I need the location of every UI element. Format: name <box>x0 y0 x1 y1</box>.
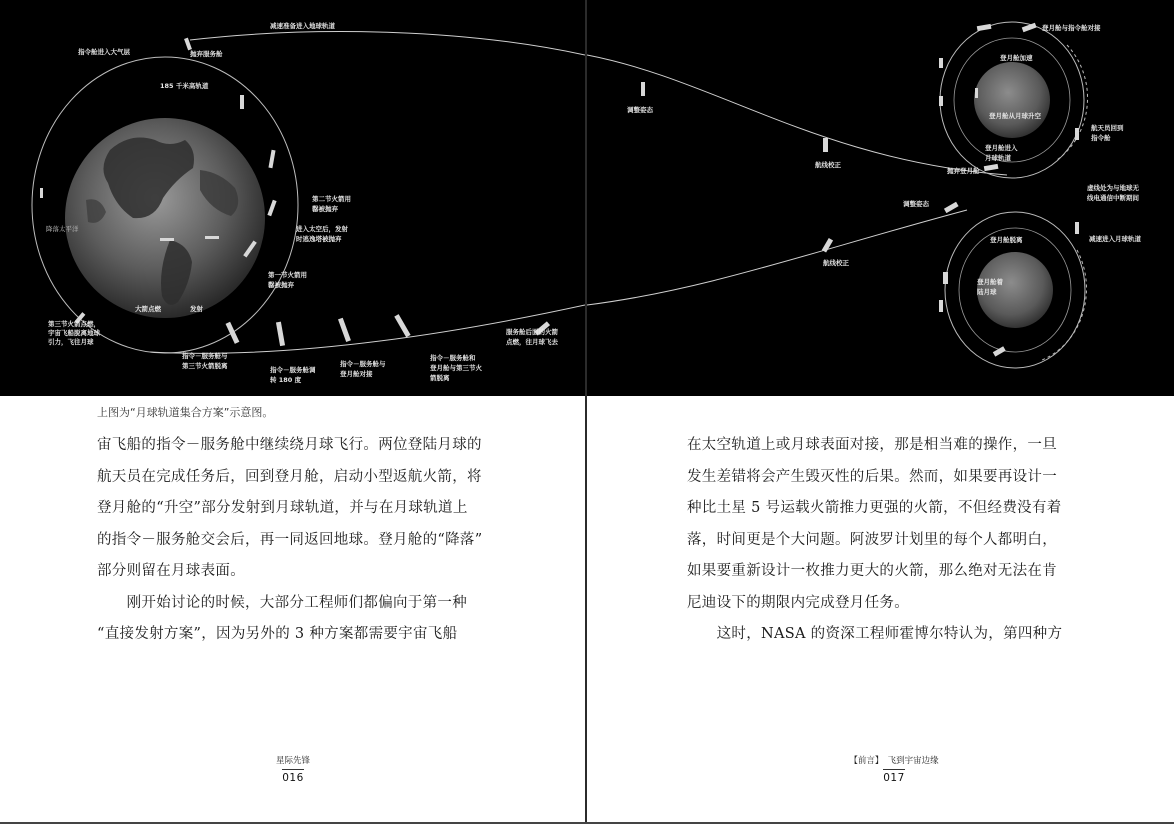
lunar-orbit-diagram-left <box>0 0 585 396</box>
right-line-5: 如果要重新设计一枚推力更大的火箭，那么绝对无法在肯 <box>687 563 1057 579</box>
label-splash-pacific: 降落太平洋 <box>46 225 79 233</box>
label-stage2-jettison <box>312 194 353 213</box>
label-launch: 发射 <box>190 305 203 313</box>
earth-globe <box>65 118 265 318</box>
left-page-number: 016 <box>282 772 304 784</box>
left-page <box>0 0 586 824</box>
label-csm-turn: 指令－服务舱调 转 180 度 <box>270 366 316 384</box>
lunar-orbit-diagram-right <box>587 0 1174 396</box>
label-csm-separate: 指令－服务舱与 第三节火箭脱离 <box>182 352 228 370</box>
label-midcourse-top: 航线校正 <box>815 161 841 169</box>
folio-rule <box>282 769 304 770</box>
right-line-3: 种比土星 5 号运载火箭推力更强的火箭，不但经费没有着 <box>687 500 1062 516</box>
label-lm-enter: 登月舱进入 月球轨道 <box>985 144 1018 162</box>
label-jettison-sm: 抛弃服务舱 <box>190 50 223 58</box>
translunar-trajectory-right <box>587 210 967 305</box>
left-line-4: 的指令－服务舱交会后，再一同返回地球。登月舱的“降落” <box>97 531 483 548</box>
left-line-5: 部分则留在月球表面。 <box>97 563 245 579</box>
label-orbit-185: 185 千米高轨道 <box>160 82 209 90</box>
label-csm-dock: 指令－服务舱与 登月舱对接 <box>340 360 386 378</box>
left-folio <box>233 754 353 784</box>
label-lm-ascent: 登月舱从月球升空 <box>989 112 1041 120</box>
label-slowdown-return: 减速准备进入地球轨道 <box>270 22 335 30</box>
moon-orbit-illustration <box>587 0 1174 396</box>
label-attitude-adjust-bottom: 调整姿态 <box>903 200 929 208</box>
left-body-text <box>97 430 482 651</box>
label-far-side: 虚线处为与地球无 线电通信中断期间 <box>1087 184 1139 202</box>
label-astronauts-return: 航天员回到 指令舱 <box>1091 124 1124 142</box>
label-attitude-adjust-top: 调整姿态 <box>627 106 653 114</box>
left-line-2: 航天员在完成任务后，回到登月舱，启动小型返航火箭，将 <box>97 468 482 485</box>
label-jettison-lm: 抛弃登月舱 <box>947 167 980 175</box>
label-slowdown-moon-orbit: 减速进入月球轨道 <box>1089 235 1141 243</box>
right-page-number: 017 <box>883 772 905 784</box>
label-lm-accel: 登月舱加速 <box>1000 54 1033 62</box>
upper-moon <box>974 62 1050 138</box>
label-ignition: 大箭点燃 <box>135 305 161 313</box>
label-midcourse-bottom: 航线校正 <box>823 259 849 267</box>
right-body-text <box>687 430 1062 651</box>
label-sm-fire: 服务舱后面的火箭 点燃，往月球飞去 <box>506 328 558 346</box>
label-lm-landing: 登月舱着 陆月球 <box>977 278 1003 296</box>
label-cm-reentry: 指令舱进入大气层 <box>78 48 130 56</box>
figure-caption: 上图为“月球轨道集合方案”示意图。 <box>97 406 274 419</box>
right-line-6: 尼迪设下的期限内完成登月任务。 <box>687 594 909 611</box>
upper-moon-system <box>940 22 1088 178</box>
right-running-title: 【前言】 飞到宇宙边缘 <box>849 756 939 766</box>
right-line-2: 发生差错将会产生毁灭性的后果。然而，如果要再设计一 <box>687 468 1057 485</box>
earth-orbit-illustration <box>0 0 585 396</box>
right-line-1: 在太空轨道上或月球表面对接，那是相当难的操作，一旦 <box>687 437 1057 453</box>
label-stage1-jettison: 第一节火箭用 罄被抛弃 <box>268 271 307 289</box>
label-stage3-ignite: 第三节火箭点燃， 宇宙飞船脱离地球 引力，飞往月球 <box>48 320 100 346</box>
right-folio <box>834 754 954 784</box>
label-stage2-jettison-line2: 罄被抛弃 <box>312 205 338 213</box>
right-page <box>587 0 1174 824</box>
return-trajectory <box>190 32 585 55</box>
left-line-1: 宙飞船的指令－服务舱中继续绕月球飞行。两位登陆月球的 <box>97 437 482 453</box>
folio-rule <box>883 769 905 770</box>
left-line-7: “直接发射方案”，因为另外的 3 种方案都需要宇宙飞船 <box>97 626 458 642</box>
right-line-7: 这时，NASA 的资深工程师霍博尔特认为，第四种方 <box>687 626 1063 642</box>
right-line-4: 落，时间更是个大问题。阿波罗计划里的每个人都明白， <box>687 531 1057 548</box>
label-stage2-jettison-line1: 第二节火箭用 <box>312 195 351 203</box>
label-enter-orbit: 进入太空后，发射 时逃逸塔被抛弃 <box>296 225 348 243</box>
left-line-6: 刚开始讨论的时候，大部分工程师们都偏向于第一种 <box>97 594 467 611</box>
label-csm-lm-separate: 指令－服务舱和 登月舱与第三节火 箭脱离 <box>430 354 482 382</box>
label-lm-csm-dock: 登月舱与指令舱对接 <box>1042 24 1101 32</box>
left-running-title: 星际先锋 <box>275 756 310 766</box>
left-line-3: 登月舱的“升空”部分发射到月球轨道，并与在月球轨道上 <box>97 500 468 516</box>
label-lm-separate: 登月舱脱离 <box>990 236 1023 244</box>
